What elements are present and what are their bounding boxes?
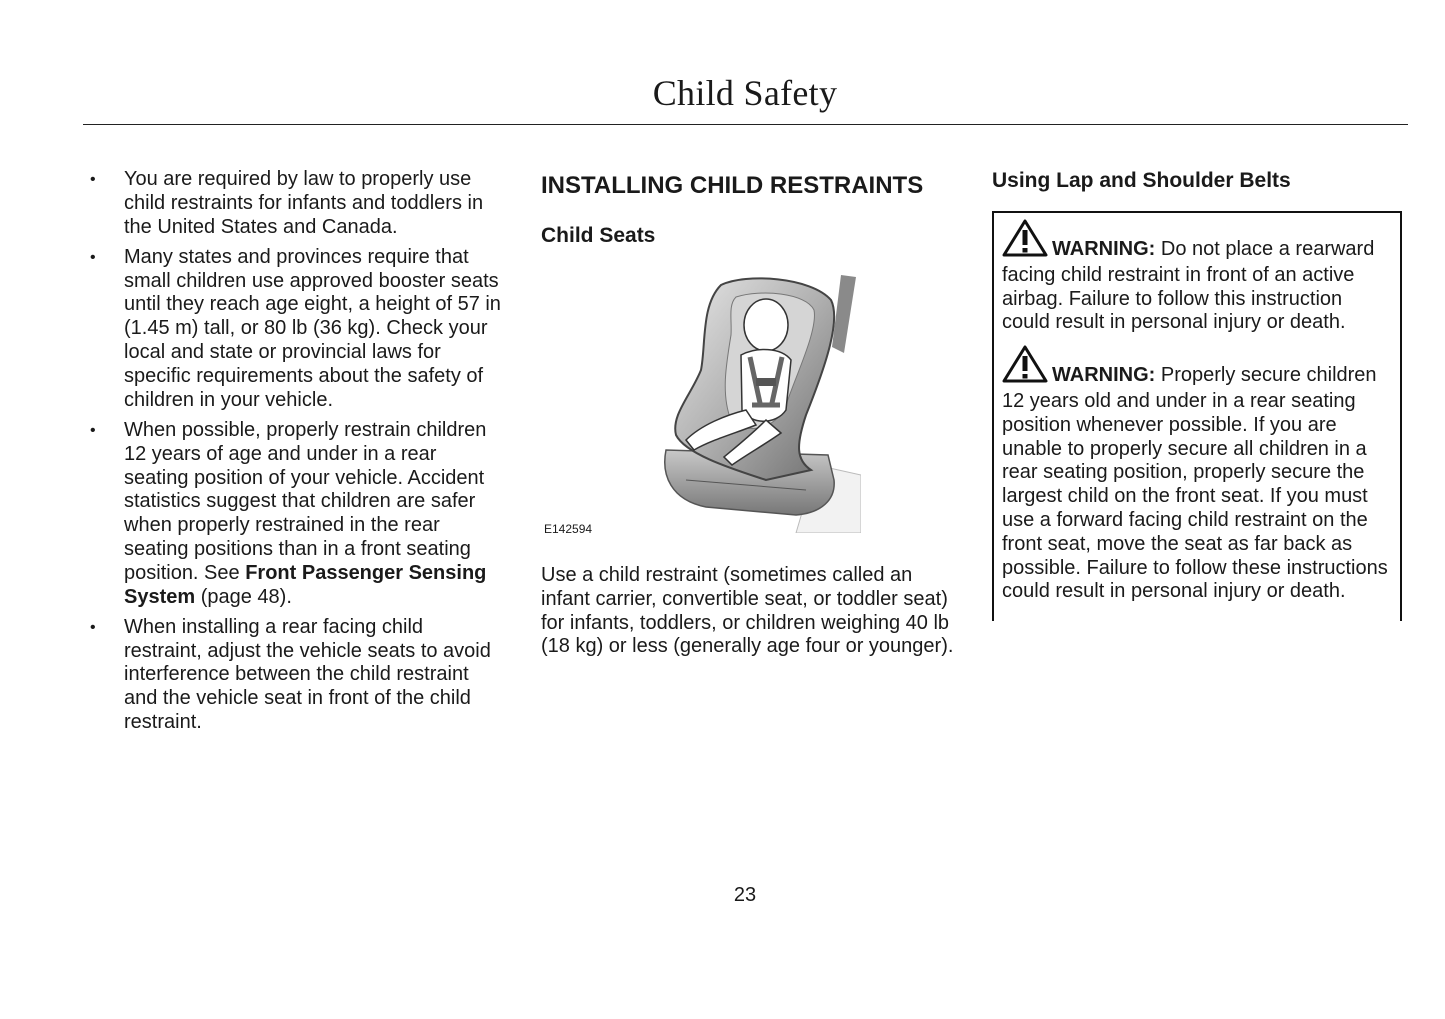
warning-text: Properly secure children 12 years old and under in a rear seating position whenever possible. If you are unable to properly secure all children in a rear seating position, properly secure the largest child on the front seat. If you must use a forward facing child restraint on the front seat, move the seat as far back as possible. Failure to follow these instructions could result in personal injury or death. (1002, 364, 1388, 603)
child-head (744, 299, 788, 351)
list-item (90, 419, 504, 609)
harness-chest-clip (756, 378, 776, 386)
section-heading: Using Lap and Shoulder Belts (992, 169, 1291, 192)
bullet-text-suffix: (page 48). (195, 585, 292, 608)
cross-reference-link[interactable]: Front Passenger Sensing System (124, 561, 487, 608)
warning-triangle-icon (1002, 219, 1048, 264)
bullet-icon: • (90, 248, 96, 266)
warning-box (992, 211, 1402, 621)
bullet-icon: • (90, 618, 96, 636)
child-seat-figure (541, 257, 956, 557)
warning-triangle-icon (1002, 345, 1048, 390)
warning-label: WARNING: (1052, 238, 1156, 260)
list-item (90, 246, 504, 413)
list-item (90, 616, 504, 735)
warning-block (1002, 345, 1392, 604)
middle-column (541, 168, 956, 659)
page-number: 23 (733, 884, 757, 906)
body-paragraph: Use a child restraint (sometimes called an infant carrier, convertible seat, or toddler seat) for infants, toddlers, or children weighing 40 lb (18 kg) or less (generally age four or younger). (541, 564, 954, 658)
left-column (90, 168, 504, 741)
bullet-icon: • (90, 171, 96, 188)
warning-block (1002, 219, 1392, 335)
header-divider (83, 124, 1408, 125)
subsection-heading: Child Seats (541, 224, 656, 247)
bullet-icon: • (90, 421, 96, 439)
warning-text: Do not place a rearward facing child restraint in front of an active airbag. Failure to follow this instruction could result in personal injury or death. (1002, 238, 1375, 334)
child-seat-illustration (646, 275, 861, 533)
warning-label: WARNING: (1052, 364, 1156, 387)
list-item (90, 168, 504, 239)
figure-code: E142594 (544, 522, 593, 536)
right-column (992, 168, 1402, 621)
bullet-text: You are required by law to properly use child restraints for infants and toddlers in the United States and Canada. (124, 168, 484, 238)
bullet-text: When installing a rear facing child restraint, adjust the vehicle seats to avoid interference between the child restraint and the vehicle seat in front of the child restraint. (124, 615, 491, 734)
bullet-text: Many states and provinces require that small children use approved booster seats until they reach age eight, a height of 57 in (1.45 m) tall, or 80 lb (36 kg). Check your local and state or provincial laws for specific requirements about the safety of children in your vehicle. (124, 245, 501, 411)
bullet-list (90, 168, 504, 735)
section-heading: INSTALLING CHILD RESTRAINTS (541, 172, 924, 199)
page-title: Child Safety (652, 73, 838, 113)
bullet-text: When possible, properly restrain children 12 years of age and under in a rear seating position of your vehicle. Accident statistics suggest that children are safer when properly restrained in the rear seating positions than in a front seating position. See (124, 418, 487, 584)
vehicle-belt-strap (832, 275, 856, 353)
